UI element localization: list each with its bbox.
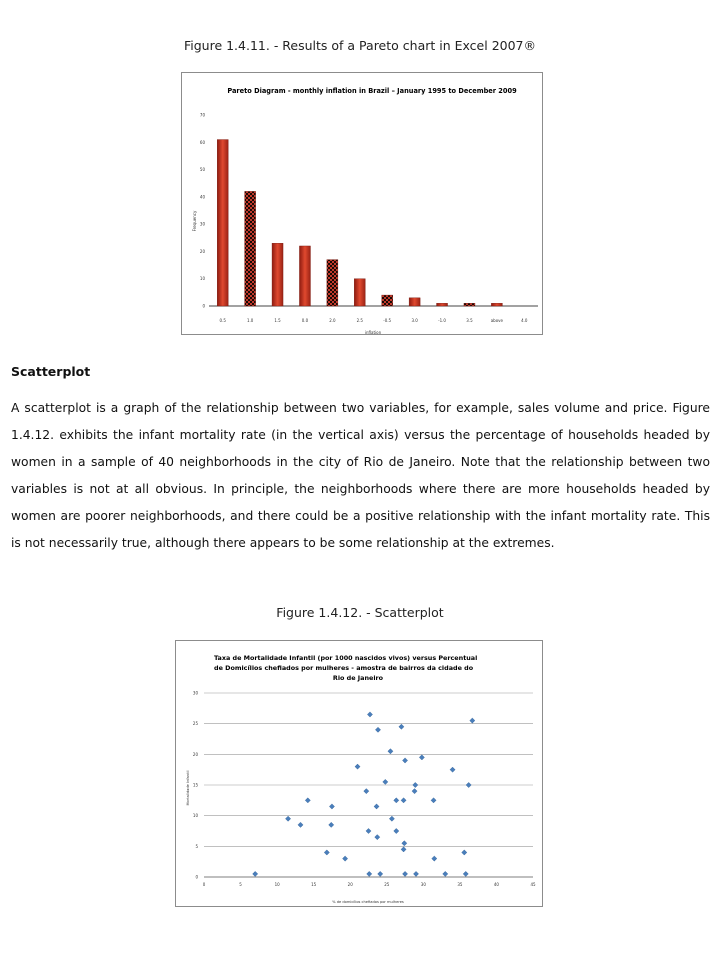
pareto-y-tick-label: 70 bbox=[199, 112, 205, 118]
pareto-x-tick-label: 4.0 bbox=[521, 318, 528, 323]
scatter-point bbox=[285, 816, 290, 821]
scatter-point bbox=[394, 828, 399, 833]
pareto-bar bbox=[354, 279, 365, 306]
pareto-y-tick-label: 0 bbox=[202, 303, 205, 309]
scatter-point bbox=[305, 798, 310, 803]
scatter-point bbox=[324, 850, 329, 855]
scatter-y-tick-label: 10 bbox=[192, 813, 198, 819]
pareto-y-tick-label: 30 bbox=[199, 221, 205, 227]
pareto-bar bbox=[464, 303, 475, 306]
scatter-x-tick-label: 0 bbox=[202, 882, 206, 887]
pareto-bar bbox=[437, 303, 448, 306]
scatter-point bbox=[412, 789, 417, 794]
figure-1-caption: Figure 1.4.11. - Results of a Pareto chart in Excel 2007® bbox=[183, 38, 537, 53]
scatter-point bbox=[366, 828, 371, 833]
scatter-x-tick-label: 15 bbox=[311, 882, 317, 887]
scatter-point bbox=[355, 764, 360, 769]
pareto-y-tick-label: 10 bbox=[199, 276, 205, 282]
scatter-title-line-1: Taxa de Mortalidade Infantil (por 1000 nascidos vivos) versus Percentual bbox=[214, 654, 478, 662]
pareto-x-axis-label: inflation bbox=[364, 330, 382, 334]
scatter-point bbox=[399, 724, 404, 729]
pareto-y-tick-label: 60 bbox=[199, 139, 205, 145]
scatter-x-tick-label: 5 bbox=[239, 882, 242, 887]
scatter-point bbox=[401, 847, 406, 852]
pareto-x-tick-label: above bbox=[490, 318, 504, 323]
scatter-x-tick-label: 40 bbox=[493, 882, 499, 887]
figure-2-caption: Figure 1.4.12. - Scatterplot bbox=[276, 605, 444, 620]
scatter-point bbox=[298, 822, 303, 827]
scatter-point bbox=[402, 841, 407, 846]
scatter-x-tick-label: 20 bbox=[347, 882, 353, 887]
scatter-point bbox=[383, 779, 388, 784]
scatter-point bbox=[389, 816, 394, 821]
scatter-chart bbox=[176, 641, 542, 906]
scatter-x-axis-label: % de domicílios chefiados por mulheres bbox=[332, 900, 404, 904]
scatter-point bbox=[375, 835, 380, 840]
scatter-point bbox=[443, 871, 448, 876]
section-heading: Scatterplot bbox=[11, 364, 91, 379]
pareto-bar bbox=[245, 191, 256, 306]
scatter-point bbox=[402, 871, 407, 876]
scatter-y-axis-label: Mortalidade Infantil bbox=[186, 770, 190, 806]
pareto-x-tick-label: 3.0 bbox=[411, 318, 418, 323]
scatter-point bbox=[419, 755, 424, 760]
scatter-point bbox=[463, 871, 468, 876]
pareto-bar bbox=[299, 246, 310, 306]
scatter-title-line-3: Rio de Janeiro bbox=[332, 674, 384, 682]
scatter-x-tick-label: 30 bbox=[420, 882, 426, 887]
scatter-y-tick-label: 15 bbox=[192, 782, 198, 788]
pareto-x-tick-label: 1.0 bbox=[246, 318, 254, 323]
scatter-title-line-2: de Domicílios chefiados por mulheres - amostra de bairros da cidade do bbox=[214, 664, 474, 672]
scatter-point bbox=[450, 767, 455, 772]
scatter-y-tick-label: 30 bbox=[192, 690, 198, 696]
pareto-x-tick-label: 3.5 bbox=[466, 318, 473, 323]
scatter-point bbox=[402, 758, 407, 763]
scatter-point bbox=[253, 871, 258, 876]
scatter-point bbox=[375, 727, 380, 732]
pareto-y-axis-label: Frequency bbox=[192, 210, 197, 232]
scatter-point bbox=[431, 798, 436, 803]
scatter-point bbox=[367, 712, 372, 717]
scatter-point bbox=[394, 798, 399, 803]
pareto-y-tick-label: 50 bbox=[199, 167, 205, 173]
scatter-point bbox=[470, 718, 475, 723]
pareto-x-tick-label: 0.5 bbox=[219, 318, 226, 323]
pareto-bar bbox=[382, 295, 393, 306]
scatter-point bbox=[462, 850, 467, 855]
scatter-chart-box bbox=[175, 640, 543, 907]
pareto-x-tick-label: 0.0 bbox=[301, 318, 309, 323]
pareto-x-tick-label: -0.5 bbox=[383, 318, 392, 323]
body-paragraph: A scatterplot is a graph of the relationship between two variables, for example, sales volume and price. Figure 1.4.12. exhibits the infant mortality rate (in the vertical axis) versus the percentage of households headed by women in a sample of 40 neighborhoods in the city of Rio de Janeiro. Note that the relationship between two variables is not at all obvious. In principle, the neighborhoods where there are more households headed by women are poorer neighborhoods, and there could be a positive relationship with the infant mortality rate. This is not necessarily true, although there appears to be some relationship at the extremes. bbox=[11, 401, 710, 550]
scatter-point bbox=[329, 804, 334, 809]
scatter-point bbox=[388, 749, 393, 754]
scatter-point bbox=[466, 782, 471, 787]
pareto-x-tick-label: 1.5 bbox=[274, 318, 281, 323]
pareto-chart bbox=[182, 73, 542, 334]
pareto-title: Pareto Diagram - monthly inflation in Brazil – January 1995 to December 2009 bbox=[227, 87, 517, 95]
pareto-x-tick-label: 2.0 bbox=[329, 318, 336, 323]
pareto-bar bbox=[217, 140, 228, 306]
pareto-bar bbox=[491, 303, 502, 306]
pareto-chart-box bbox=[181, 72, 543, 335]
pareto-bar bbox=[272, 243, 283, 306]
scatter-point bbox=[329, 822, 334, 827]
scatter-point bbox=[378, 871, 383, 876]
pareto-y-tick-label: 20 bbox=[199, 248, 205, 254]
pareto-bar bbox=[327, 260, 338, 306]
scatter-y-tick-label: 5 bbox=[195, 843, 198, 849]
scatter-point bbox=[374, 804, 379, 809]
scatter-point bbox=[413, 782, 418, 787]
scatter-point bbox=[364, 789, 369, 794]
scatter-x-tick-label: 45 bbox=[530, 882, 536, 887]
scatter-point bbox=[401, 798, 406, 803]
scatter-point bbox=[432, 856, 437, 861]
pareto-y-tick-label: 40 bbox=[199, 194, 205, 200]
scatter-point bbox=[413, 871, 418, 876]
pareto-x-tick-label: -1.0 bbox=[438, 318, 446, 323]
pareto-bar bbox=[409, 298, 420, 306]
scatter-y-tick-label: 20 bbox=[192, 751, 198, 757]
scatter-x-tick-label: 10 bbox=[274, 882, 280, 887]
scatter-y-tick-label: 25 bbox=[192, 721, 198, 727]
scatter-point bbox=[343, 856, 348, 861]
scatter-x-tick-label: 25 bbox=[384, 882, 390, 887]
pareto-x-tick-label: 2.5 bbox=[356, 318, 363, 323]
scatter-y-tick-label: 0 bbox=[195, 874, 198, 880]
scatter-point bbox=[367, 871, 372, 876]
scatter-x-tick-label: 35 bbox=[457, 882, 463, 887]
